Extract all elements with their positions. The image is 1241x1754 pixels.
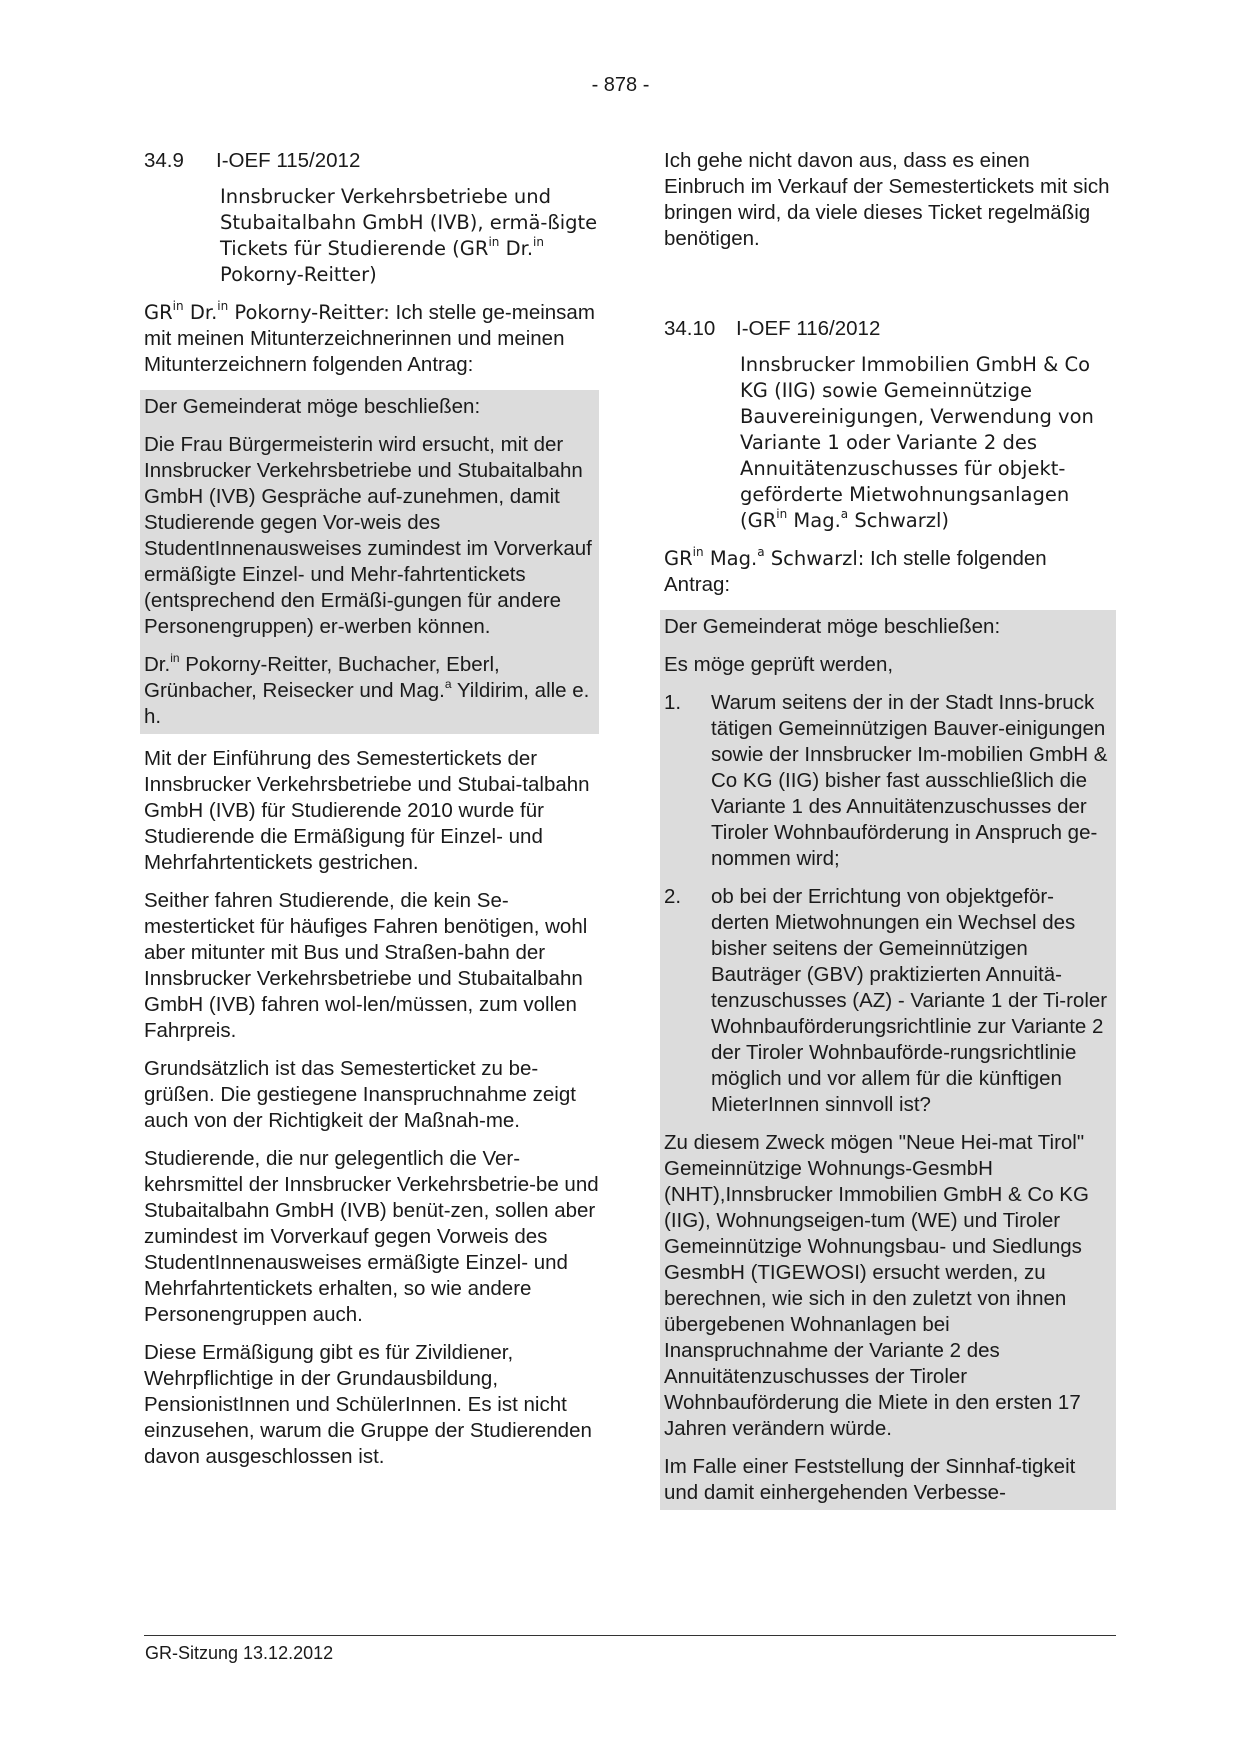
- list-item-number: 1.: [664, 691, 682, 714]
- agenda-item-subject: Innsbrucker Verkehrsbetriebe und Stubaitalbahn GmbH (IVB), ermä-ßigte Tickets für Studierende ($GR^{in}$ Dr.$^{in}$ Pokorny-Reitter): [220, 185, 598, 286]
- paragraph: Studierende, die nur gelegentlich die Ver-kehrsmittel der Innsbrucker Verkehrsbetrie-be und Stubaitalbahn GmbH (IVB) benüt-zen, sollen aber zumindest im Vorverkauf gegen Vorweis des StudentInnenausweises ermäßigte Einzel- und Mehrfahrtentickets erhalten, so wie andere Personengruppen auch.: [144, 1147, 599, 1326]
- paragraph: Grundsätzlich ist das Semesterticket zu be-grüßen. Die gestiegene Inanspruchnahme zeigt auch von der Richtigkeit der Maßnah-me.: [144, 1057, 576, 1132]
- motion-text: Die Frau Bürgermeisterin wird ersucht, mit der Innsbrucker Verkehrsbetriebe und Stubaitalbahn GmbH (IVB) Gespräche auf-zunehmen, damit Studierende gegen Vor-weis des StudentInnenausweises zumindest im Vorverkauf ermäßigte Einzel- und Mehr-fahrtentickets (entsprechend den Ermäßi-gungen für andere Personengruppen) er-werben können.: [144, 433, 592, 638]
- list-item: [664, 884, 1112, 1118]
- list-item-number: 2.: [664, 885, 682, 908]
- motion-title: Der Gemeinderat möge beschließen:: [664, 615, 1001, 638]
- paragraph: Ich gehe nicht davon aus, dass es einen Einbruch im Verkauf der Semestertickets mit sich bringen wird, da viele dieses Ticket regelmäßig benötigen.: [664, 149, 1110, 250]
- motion-signers: Dr.$^{in}$ Pokorny-Reitter, Buchacher, Eberl, Grünbacher, Reisecker und Mag.$^a$ Yildirim, alle e. h.: [144, 651, 590, 728]
- motion-box: [140, 390, 599, 734]
- footer-text: GR-Sitzung 13.12.2012: [145, 1643, 334, 1663]
- agenda-item-heading: [664, 316, 1116, 342]
- list-item-followup: Zu diesem Zweck mögen "Neue Hei-mat Tirol" Gemeinnützige Wohnungs-GesmbH (NHT),Innsbrucker Immobilien GmbH & Co KG (IIG), Wohnungseigen-tum (WE) und Tiroler Gemeinnützige Wohnungsbau- und Siedlungs GesmbH (TIGEWOSI) ersucht werden, zu berechnen, wie sich in den zuletzt von ihnen übergebenen Wohnanlagen bei Inanspruchnahme der Variante 2 des Annuitätenzuschusses der Tiroler Wohnbauförderung die Miete in den ersten 17 Jahren verändern würde.: [664, 1131, 1089, 1440]
- motion-title: Der Gemeinderat möge beschließen:: [144, 395, 481, 418]
- agenda-item-reference: I-OEF 115/2012: [216, 149, 361, 172]
- paragraph: Diese Ermäßigung gibt es für Zivildiener, Wehrpflichtige in der Grundausbildung, PensionistInnen und SchülerInnen. Es ist nicht einzusehen, warum die Gruppe der Studierenden davon ausgeschlossen ist.: [144, 1341, 592, 1468]
- paragraph: Mit der Einführung des Semestertickets der Innsbrucker Verkehrsbetriebe und Stubai-talbahn GmbH (IVB) für Studierende 2010 wurde für Studierende die Ermäßigung für Einzel- und Mehrfahrtentickets gestrichen.: [144, 747, 590, 874]
- agenda-item-number: 34.9: [144, 149, 184, 172]
- paragraph: Seither fahren Studierende, die kein Se-mesterticket für häufiges Fahren benötigen, wohl aber mitunter mit Bus und Straßen-bahn der Innsbrucker Verkehrsbetriebe und Stubaitalbahn GmbH (IVB) fahren wol-len/müssen, zum vollen Fahrpreis.: [144, 889, 588, 1042]
- list-item: [664, 690, 1112, 872]
- agenda-item-heading: [144, 148, 599, 174]
- left-column: [144, 148, 599, 1482]
- motion-box: [660, 610, 1116, 1510]
- agenda-item-subject: Innsbrucker Immobilien GmbH & Co KG (IIG) sowie Gemeinnützige Bauvereinigungen, Verwendung von Variante 1 oder Variante 2 des Annuitätenzuschusses für objekt-geförderte Mietwohnungsanlagen ($GR^{in}$ Mag.$^a$ Schwarzl): [740, 353, 1094, 532]
- footer-divider: [144, 1635, 1116, 1636]
- motion-intro: $GR^{in}$ Dr.$^{in}$ Pokorny-Reitter: Ich stelle ge-meinsam mit meinen Mitunterzeichnerinnen und meinen Mitunterzeichnern folgenden Antrag:: [144, 299, 595, 376]
- right-column: [664, 148, 1116, 1522]
- agenda-item-number: 34.10: [664, 317, 716, 340]
- agenda-item-reference: I-OEF 116/2012: [736, 317, 881, 340]
- motion-lead: Es möge geprüft werden,: [664, 653, 894, 676]
- motion-intro: $GR^{in}$ Mag.$^a$ Schwarzl: Ich stelle folgenden Antrag:: [664, 545, 1047, 596]
- motion-closing: Im Falle einer Feststellung der Sinnhaf-tigkeit und damit einhergehenden Verbesse-: [664, 1455, 1076, 1504]
- page-number: - 878 -: [591, 74, 650, 96]
- list-item-text: ob bei der Errichtung von objektgeför-derten Mietwohnungen ein Wechsel des bisher seitens der Gemeinnützigen Bauträger (GBV) praktizierten Annuitä-tenzuschusses (AZ) - Variante 1 der Ti-roler Wohnbauförderungsrichtlinie zur Variante 2 der Tiroler Wohnbauförde-rungsrichtlinie möglich und vor allem für die künftigen MieterInnen sinnvoll ist?: [711, 885, 1108, 1116]
- list-item-text: Warum seitens der in der Stadt Inns-bruck tätigen Gemeinnützigen Bauver-einigungen sowie der Innsbrucker Im-mobilien GmbH & Co KG (IIG) bisher fast ausschließlich die Variante 1 des Annuitätenzuschusses der Tiroler Wohnbauförderung in Anspruch ge-nommen wird;: [711, 691, 1108, 870]
